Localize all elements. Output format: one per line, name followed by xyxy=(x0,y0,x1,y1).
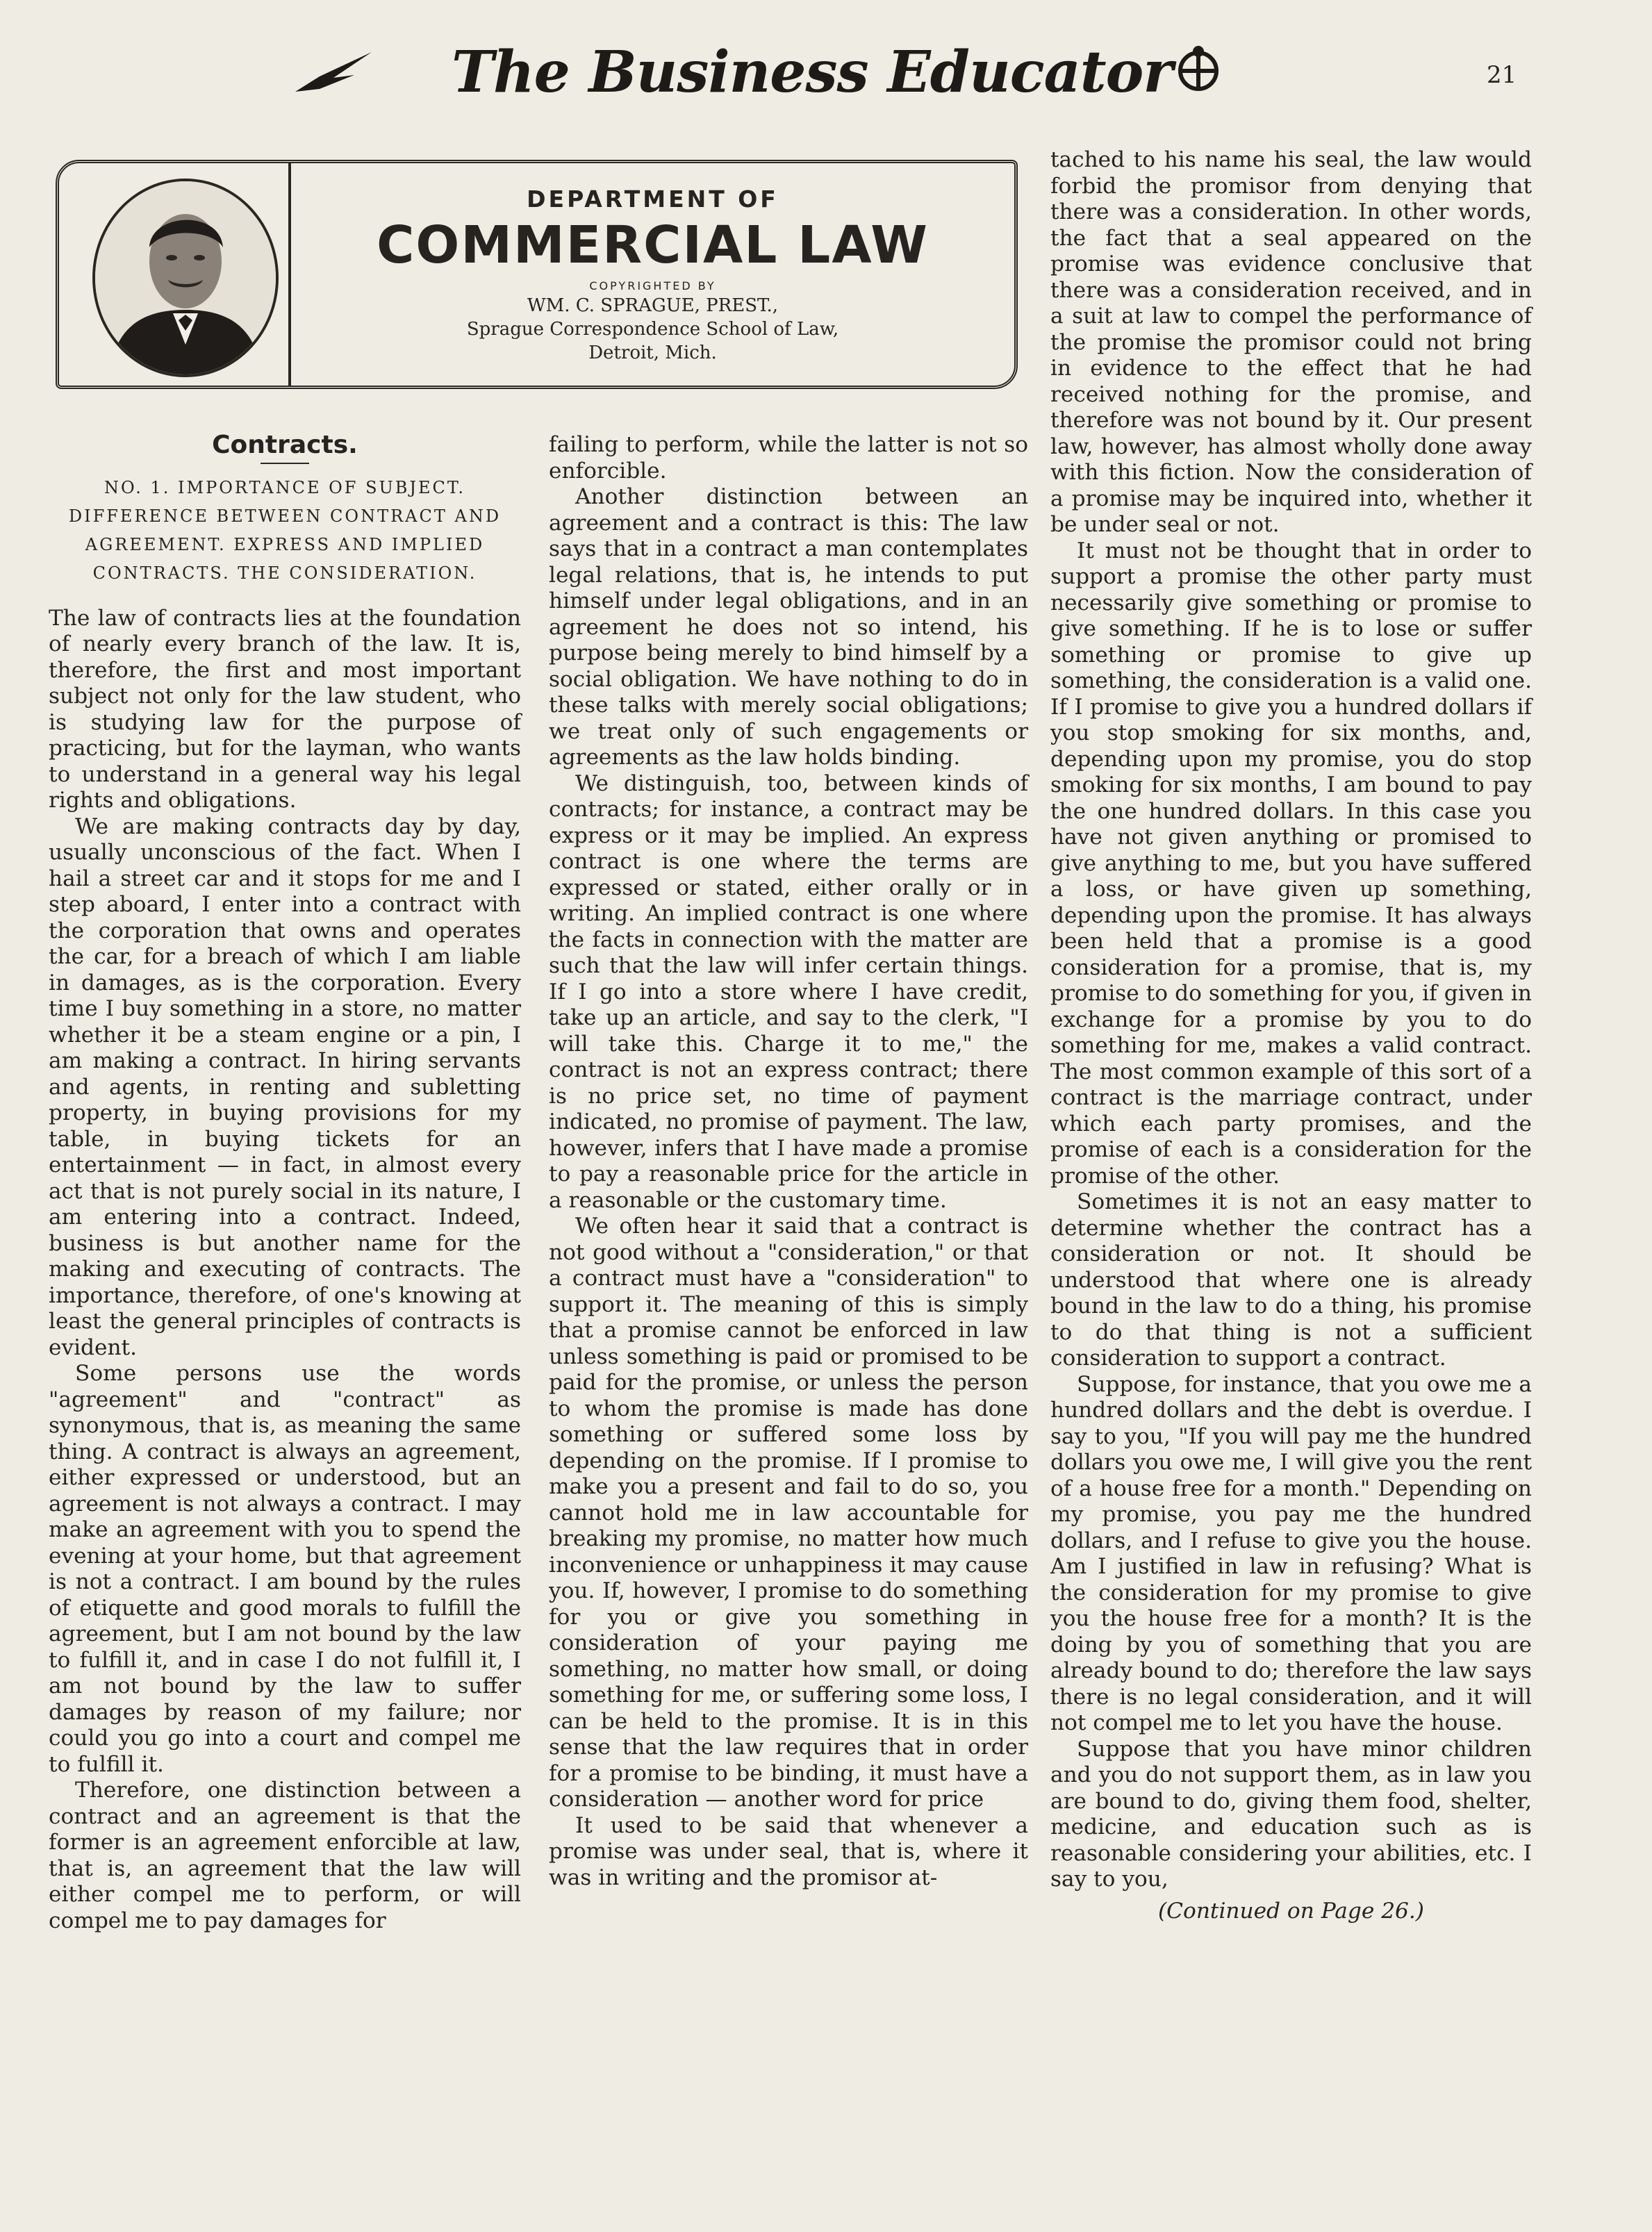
paragraph: Sometimes it is not an easy matter to determine whether the contract has a consideration or not. It should be understood that where one is already bound in the law to do a thing, his promise to do that thing is not a sufficient consideration to support a contract. xyxy=(1050,1189,1532,1371)
department-header-box xyxy=(56,160,1018,389)
copyright-line: COPYRIGHTED BY xyxy=(589,279,716,292)
department-header-text xyxy=(291,163,1014,386)
article-column-2 xyxy=(549,432,1028,1891)
emblem-icon xyxy=(1174,43,1223,99)
article-column-3 xyxy=(1050,147,1532,1924)
paragraph: tached to his name his seal, the law would forbid the promisor from denying that there was a consideration. In other words, the fact that a seal appeared on the promise was evidence conclusive that there was a consideration received, and in a suit at law to compel the performance of the promise the promisor could not bring in evidence to the effect that he had received nothing for the promise, and therefore was not bound by it. Our present law, however, has almost wholly done away with this fiction. Now the consideration of a promise may be inquired into, whether it be under seal or not. xyxy=(1050,147,1532,537)
department-label: DEPARTMENT OF xyxy=(527,185,779,213)
paragraph: It must not be thought that in order to support a promise the other party must necessarily give something or promise to give something. If he is to lose or suffer something or promise to give up something, the consideration is a valid one. If I promise to give you a hundred dollars if you stop smoking for six months, and, depending upon my promise, you do stop smoking for six months, I am bound to pay the one hundred dollars. In this case you have not given anything or promised to give anything to me, but you have suffered a loss, or have given up something, depending upon the promise. It has always been held that a promise is a good consideration for a promise, that is, my promise to do something for you, if given in exchange for a promise by you to do something for me, makes a valid contract. The most common example of this sort of a contract is the marriage contract, under which each party promises, and the promise of each is a consideration for the promise of the other. xyxy=(1050,538,1532,1189)
paragraph: Some persons use the words "agreement" and "contract" as synonymous, that is, as meaning the same thing. A contract is always an agreement, either expressed or understood, but an agreement is not always a contract. I may make an agreement with you to spend the evening at your home, but that agreement is not a contract. I am bound by the rules of etiquette and good morals to fulfill the agreement, but I am not bound by the law to fulfill it, and in case I do not fulfill it, I am not bound by the law to suffer damages by reason of my failure; nor could you go into a court and compel me to fulfill it. xyxy=(49,1361,521,1777)
school-line: Sprague Correspondence School of Law, xyxy=(466,319,839,340)
paragraph: The law of contracts lies at the foundation of nearly every branch of the law. It is, therefore, the first and most important subject not only for the law student, who is studying law for the purpose of practicing, but for the layman, who wants to understand in a general way his legal rights and obligations. xyxy=(49,605,521,813)
paragraph: Suppose, for instance, that you owe me a hundred dollars and the debt is overdue. I say to you, "If you will pay me the hundred dollars you owe me, I will give you the rent of a house free for a month." Depending on my promise, you pay me the hundred dollars, and I refuse to give you the house. Am I justified in law in refusing? What is the consideration for my promise to give you the house free for a month? It is the doing by you of something that you are already bound to do; therefore the law says there is no legal consideration, and it will not compel me to let you have the house. xyxy=(1050,1371,1532,1735)
author-portrait xyxy=(92,179,279,377)
paragraph: We often hear it said that a contract is not good without a "consideration," or that a contract must have a "consideration" to support it. The meaning of this is simply that a promise cannot be enforced in law unless something is paid or promised to be paid for the promise, or unless the person to whom the promise is made has done something or suffered some loss by depending on the promise. If I promise to make you a present and fail to do so, you cannot hold me in law accountable for breaking my promise, no matter how much inconvenience or unhappiness it may cause you. If, however, I promise to do something for you or give you something in consideration of your paying me something, no matter how small, or doing something for me, or suffering some loss, I can be held to the promise. It is in this sense that the law requires that in order for a promise to be binding, it must have a consideration — another word for price xyxy=(549,1214,1028,1812)
location-line: Detroit, Mich. xyxy=(588,342,717,363)
paragraph: It used to be said that whenever a promise was under seal, that is, where it was in writing and the promisor at- xyxy=(549,1812,1028,1890)
author-line: WM. C. SPRAGUE, PREST., xyxy=(527,295,779,316)
article-column-1 xyxy=(49,432,521,1934)
page-number: 21 xyxy=(1487,61,1517,89)
paragraph: We distinguish, too, between kinds of contracts; for instance, a contract may be express or it may be implied. An express contract is one where the terms are expressed or stated, either orally or in writing. An implied contract is one where the facts in connection with the matter are such that the law will infer certain things. If I go into a store where I have credit, take up an article, and say to the clerk, "I will take this. Charge it to me," the contract is not an express contract; there is no price set, no time of payment indicated, no promise of payment. The law, however, infers that I have made a promise to pay a reasonable price for the article in a reasonable or the customary time. xyxy=(549,770,1028,1213)
title-rule xyxy=(261,463,309,464)
department-title: COMMERCIAL LAW xyxy=(377,215,929,275)
continued-note: (Continued on Page 26.) xyxy=(1158,1898,1424,1924)
article-subhead: NO. 1. IMPORTANCE OF SUBJECT. DIFFERENCE BETWEEN CONTRACT AND AGREEMENT. EXPRESS AND IMPLIED CONTRACTS. THE CONSIDERATION. xyxy=(68,477,502,583)
paragraph: We are making contracts day by day, usually unconscious of the fact. When I hail a street car and it stops for me and I step aboard, I enter into a contract with the corporation that owns and operates the car, for a breach of which I am liable in damages, as is the corporation. Every time I buy something in a store, no matter whether it be a steam engine or a pin, I am making a contract. In hiring servants and agents, in renting and subletting property, in buying provisions for my table, in buying tickets for an entertainment — in fact, in almost every act that is not purely social in its nature, I am entering into a contract. Indeed, business is but another name for the making and executing of contracts. The importance, therefore, of one's knowing at least the general principles of contracts is evident. xyxy=(49,813,521,1360)
paragraph: Therefore, one distinction between a contract and an agreement is that the former is an agreement enforcible at law, that is, an agreement that the law will either compel me to perform, or will compel me to pay damages for xyxy=(49,1778,521,1933)
masthead xyxy=(292,36,1264,113)
quill-pen-icon xyxy=(292,49,375,97)
paragraph: Suppose that you have minor children and you do not support them, as in law you are bound to do, giving them food, shelter, medicine, and education such as is reasonable considering your abilities, etc. I say to you, xyxy=(1050,1736,1532,1892)
portrait-image xyxy=(95,181,276,374)
paragraph: failing to perform, while the latter is not so enforcible. xyxy=(549,432,1028,483)
masthead-title: The Business Educator xyxy=(452,39,1173,106)
article-title: Contracts. xyxy=(212,431,358,459)
paragraph: Another distinction between an agreement and a contract is this: The law says that in a contract a man contemplates legal relations, that is, he intends to put himself under legal obligations, and in an agreement he does not so intend, his purpose being merely to bind himself by a social obligation. We have nothing to do in these talks with merely social obligations; we treat only of such engagements or agreements as the law holds binding. xyxy=(549,484,1028,770)
